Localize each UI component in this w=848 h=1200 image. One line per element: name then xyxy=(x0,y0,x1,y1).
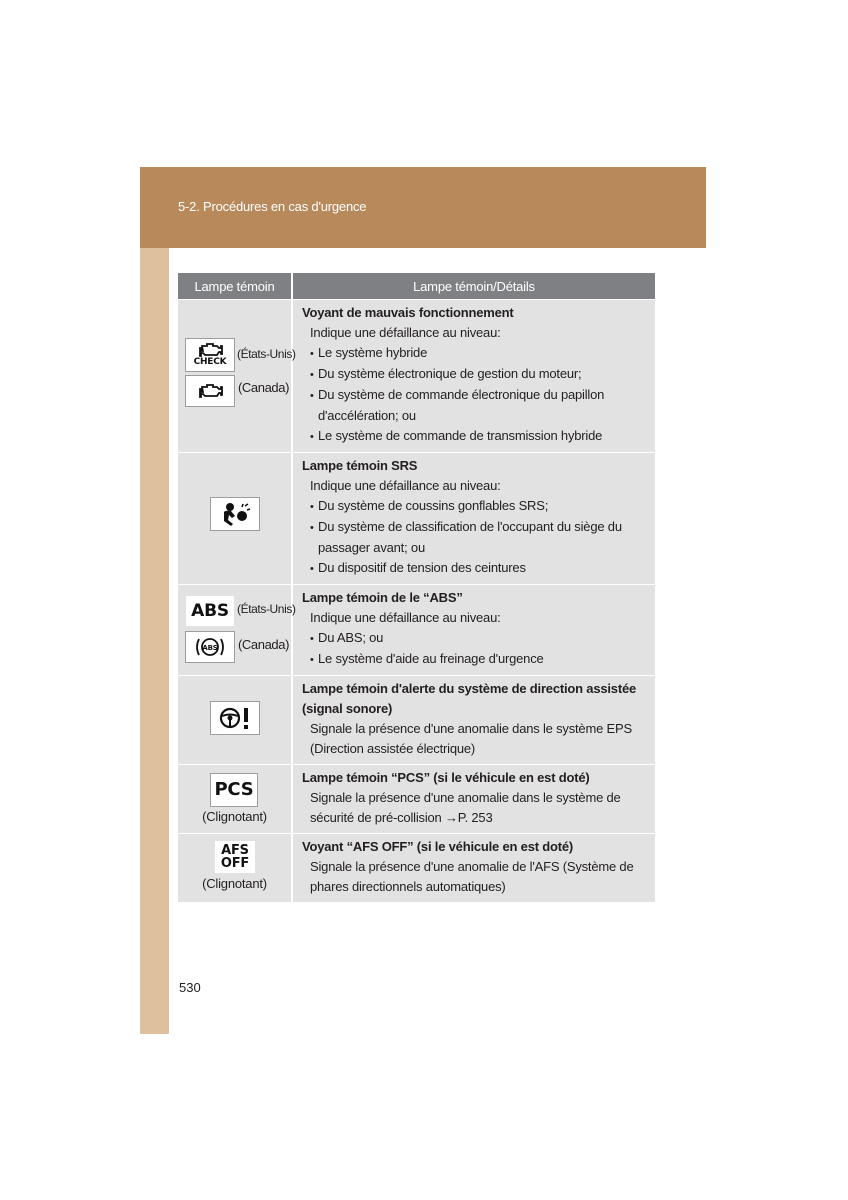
bullet-item: • Le système de commande de transmission hybride xyxy=(310,428,603,443)
icon-cell xyxy=(178,765,292,834)
row-description-cont: phares directionnels automatiques) xyxy=(310,879,506,894)
steering-wheel-shape-icon xyxy=(217,705,253,731)
row-description: Signale la présence d'une anomalie dans le système de xyxy=(310,790,621,805)
row-description: Indique une défaillance au niveau: xyxy=(310,610,501,625)
details-cell xyxy=(292,300,655,453)
table-row xyxy=(178,834,655,903)
afs-off-icon: AFS OFF xyxy=(214,840,256,874)
bullet-item: • Du système de classification de l'occupant du siège du xyxy=(310,519,622,534)
row-title: Lampe témoin SRS xyxy=(302,458,418,473)
engine-icon xyxy=(185,375,235,407)
row-description: Signale la présence d'une anomalie de l'AFS (Système de xyxy=(310,859,634,874)
airbag-icon xyxy=(210,497,260,531)
col-header-lamp: Lampe témoin xyxy=(178,273,292,300)
row-description: Signale la présence d'une anomalie dans le système EPS xyxy=(310,721,632,736)
row-description-cont: sécurité de pré-collision →P. 253 xyxy=(310,810,493,825)
row-title: Lampe témoin “PCS” (si le véhicule en est doté) xyxy=(302,770,590,785)
table-header-row xyxy=(178,273,655,300)
blinking-label: (Clignotant) xyxy=(202,876,267,891)
check-text: CHECK xyxy=(193,357,227,367)
details-cell xyxy=(292,585,655,676)
bullet-item: • Du ABS; ou xyxy=(310,630,384,645)
icon-cell xyxy=(178,453,292,585)
table-row xyxy=(178,453,655,585)
row-title-cont: (signal sonore) xyxy=(302,701,393,716)
row-description-cont: (Direction assistée électrique) xyxy=(310,741,476,756)
table-row xyxy=(178,765,655,834)
region-label: (États-Unis) xyxy=(237,602,296,616)
table-row xyxy=(178,676,655,765)
row-title: Lampe témoin d'alerte du système de direction assistée xyxy=(302,681,637,696)
engine-shape-icon xyxy=(196,343,224,358)
bullet-item: • Du système de coussins gonflables SRS; xyxy=(310,498,549,513)
bullet-item: • Le système d'aide au freinage d'urgence xyxy=(310,651,544,666)
table-row xyxy=(178,585,655,676)
bullet-continuation: d'accélération; ou xyxy=(318,408,416,423)
details-cell xyxy=(292,765,655,834)
row-description: Indique une défaillance au niveau: xyxy=(310,325,501,340)
details-cell xyxy=(292,676,655,765)
svg-text:ABS: ABS xyxy=(202,644,218,652)
icon-cell xyxy=(178,676,292,765)
airbag-shape-icon xyxy=(218,501,252,527)
abs-circle-shape-icon xyxy=(193,635,227,659)
bullet-item: • Le système hybride xyxy=(310,345,428,360)
page-number: 530 xyxy=(179,980,201,995)
details-cell xyxy=(292,834,655,903)
abs-circle-icon xyxy=(185,631,235,663)
steering-warning-icon xyxy=(210,701,260,735)
side-strip xyxy=(140,248,169,1034)
engine-shape-icon xyxy=(196,384,224,399)
pcs-icon: PCS xyxy=(210,773,258,807)
icon-cell xyxy=(178,300,296,453)
icon-cell xyxy=(178,585,296,676)
bullet-item: • Du dispositif de tension des ceintures xyxy=(310,560,526,575)
region-label: (États-Unis) xyxy=(237,347,296,361)
section-header-band xyxy=(140,167,706,248)
details-cell xyxy=(292,453,655,585)
abs-text-icon: ABS xyxy=(185,595,235,627)
bullet-item: • Du système de commande électronique du papillon xyxy=(310,387,605,402)
section-title: 5-2. Procédures en cas d'urgence xyxy=(178,199,367,214)
warning-lights-table xyxy=(178,273,655,902)
row-title: Voyant de mauvais fonctionnement xyxy=(302,305,514,320)
table-row xyxy=(178,300,655,453)
blinking-label: (Clignotant) xyxy=(202,809,267,824)
icon-cell xyxy=(178,834,292,903)
region-label: (Canada) xyxy=(238,637,289,652)
row-description: Indique une défaillance au niveau: xyxy=(310,478,501,493)
check-engine-icon xyxy=(185,338,235,372)
bullet-continuation: passager avant; ou xyxy=(318,540,425,555)
region-label: (Canada) xyxy=(238,380,289,395)
bullet-item: • Du système électronique de gestion du moteur; xyxy=(310,366,582,381)
row-title: Voyant “AFS OFF” (si le véhicule en est doté) xyxy=(302,839,574,854)
col-header-details: Lampe témoin/Détails xyxy=(292,273,655,300)
row-title: Lampe témoin de le “ABS” xyxy=(302,590,463,605)
